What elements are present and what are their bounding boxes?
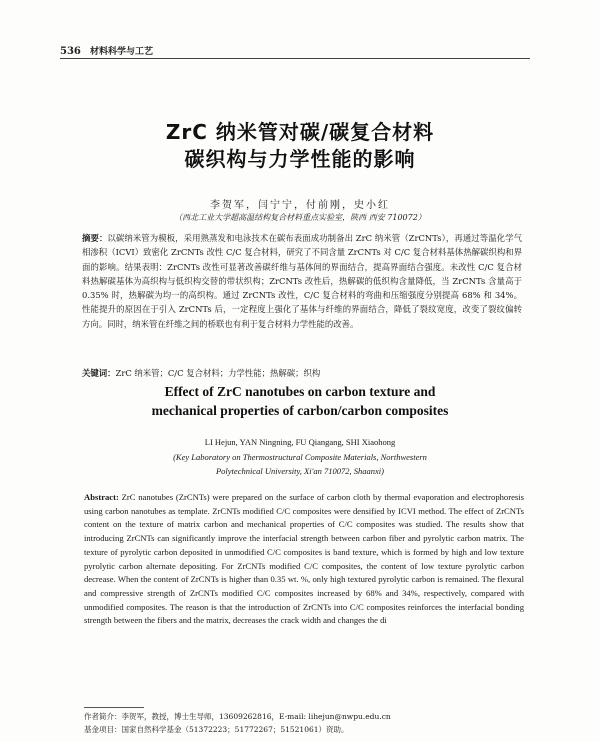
cn-authors: 李贺军，闫宁宁，付前刚，史小红 [210,200,390,211]
cn-affiliation: （西北工业大学超高温结构复合材料重点实验室，陕西 西安 710072） [174,213,426,222]
running-header [60,44,530,57]
cn-abstract-text: 以碳纳米管为模板，采用熟蒸发和电泳技术在碳布表面成功制备出 ZrC 纳米管（ZrCNTs），再通过等温化学气相渗积（ICVI）致密化 ZrCNTs 改性 C/C 复合材料，研究了不同含量 ZrCNTs 对 C/C 复合材料基体热解碳织构和界面的影响。结果表明：ZrCNTs 改性可显著改善碳纤维与基体间的界面结合，提高界面结合强度。未改性 C/C 复合材料热解碳基体为高织构与低织构交替的带状织构；ZrCNTs 改性后，热解碳的低织构含量降低，当 ZrCNTs 含量高于 0.35% 时，热解碳为均一的高织构。通过 ZrCNTs 改性，C/C 复合材料的弯曲和压缩强度分别提高 68% 和 34%。性能提升的原因在于引入 ZrCNTs 后，一定程度上强化了基体与纤维的界面结合，降低了裂纹宽度，改变了裂纹偏转方向。同时，纳米管在纤维之间的桥联也有利于复合材料力学性能的改善。 [82,233,523,329]
cn-keywords-label: 关键词： [82,368,116,378]
en-affiliation-line-2: Polytechnical University, Xi'an 710072, Shaanxi) [215,466,384,476]
en-abstract-label: Abstract: [84,492,119,502]
footnote-author-intro: 作者简介：李贺军，教授，博士生导师，13609262816，E-mail: lihejun@nwpu.edu.cn [84,712,391,721]
cn-keywords [82,367,522,380]
en-title-line-2: mechanical properties of carbon/carbon composites [151,403,449,418]
en-affiliation-line-1: (Key Laboratory on Thermostructural Composite Materials, Northwestern [173,452,427,462]
en-authors: LI Hejun, YAN Ningning, FU Qiangang, SHI Xiaohong [204,437,396,447]
footnote-funding: 基金项目：国家自然科学基金（51372223；51772267；51521061）资助。 [84,725,349,734]
footnote-rule [84,707,144,708]
cn-title-line-1: ZrC 纳米管对碳/碳复合材料 [165,120,435,144]
en-abstract [84,491,524,628]
cn-abstract [82,231,522,331]
journal-name: 材料科学与工艺 [90,47,154,57]
en-abstract-text: ZrC nanotubes (ZrCNTs) were prepared on the surface of carbon cloth by thermal evaporation and electrophoresis using carbon nanotubes as template. ZrCNTs modified C/C composites were densified by ICVI method. The effect of ZrCNTs content on the texture of matrix carbon and mechanical properties of C/C composites was studied. The results show that introducing ZrCNTs can significantly improve the interfacial strength between carbon fiber and pyrolytic carbon matrix. The texture of pyrolytic carbon deposited in unmodified C/C composites is band texture, which is formed by high and low texture pyrolytic carbon alternate depositing. For ZrCNTs modified C/C composites, the content of low texture pyrolytic carbon decrease. When the content of ZrCNTs is higher than 0.35 wt. %, only high textured pyrolytic carbon is remained. The flexural and compressive strength of ZrCNTs modified C/C composites increased by 68% and 34%, respectively, compared with unmodified composites. The reason is that the introduction of ZrCNTs into C/C composites reinforces the interfacial bonding strength between the fibers and the matrix, decreases the crack width and changes the di [84,492,524,626]
cn-keywords-text: ZrC 纳米管；C/C 复合材料；力学性能；热解碳；织构 [115,368,321,378]
footnotes [84,707,524,736]
cn-abstract-label: 摘要： [82,233,108,243]
en-title-line-1: Effect of ZrC nanotubes on carbon texture and [164,384,436,399]
page-number: 536 [60,46,81,57]
cn-title-line-2: 碳织构与力学性能的影响 [184,147,416,171]
header-rule [60,58,530,59]
